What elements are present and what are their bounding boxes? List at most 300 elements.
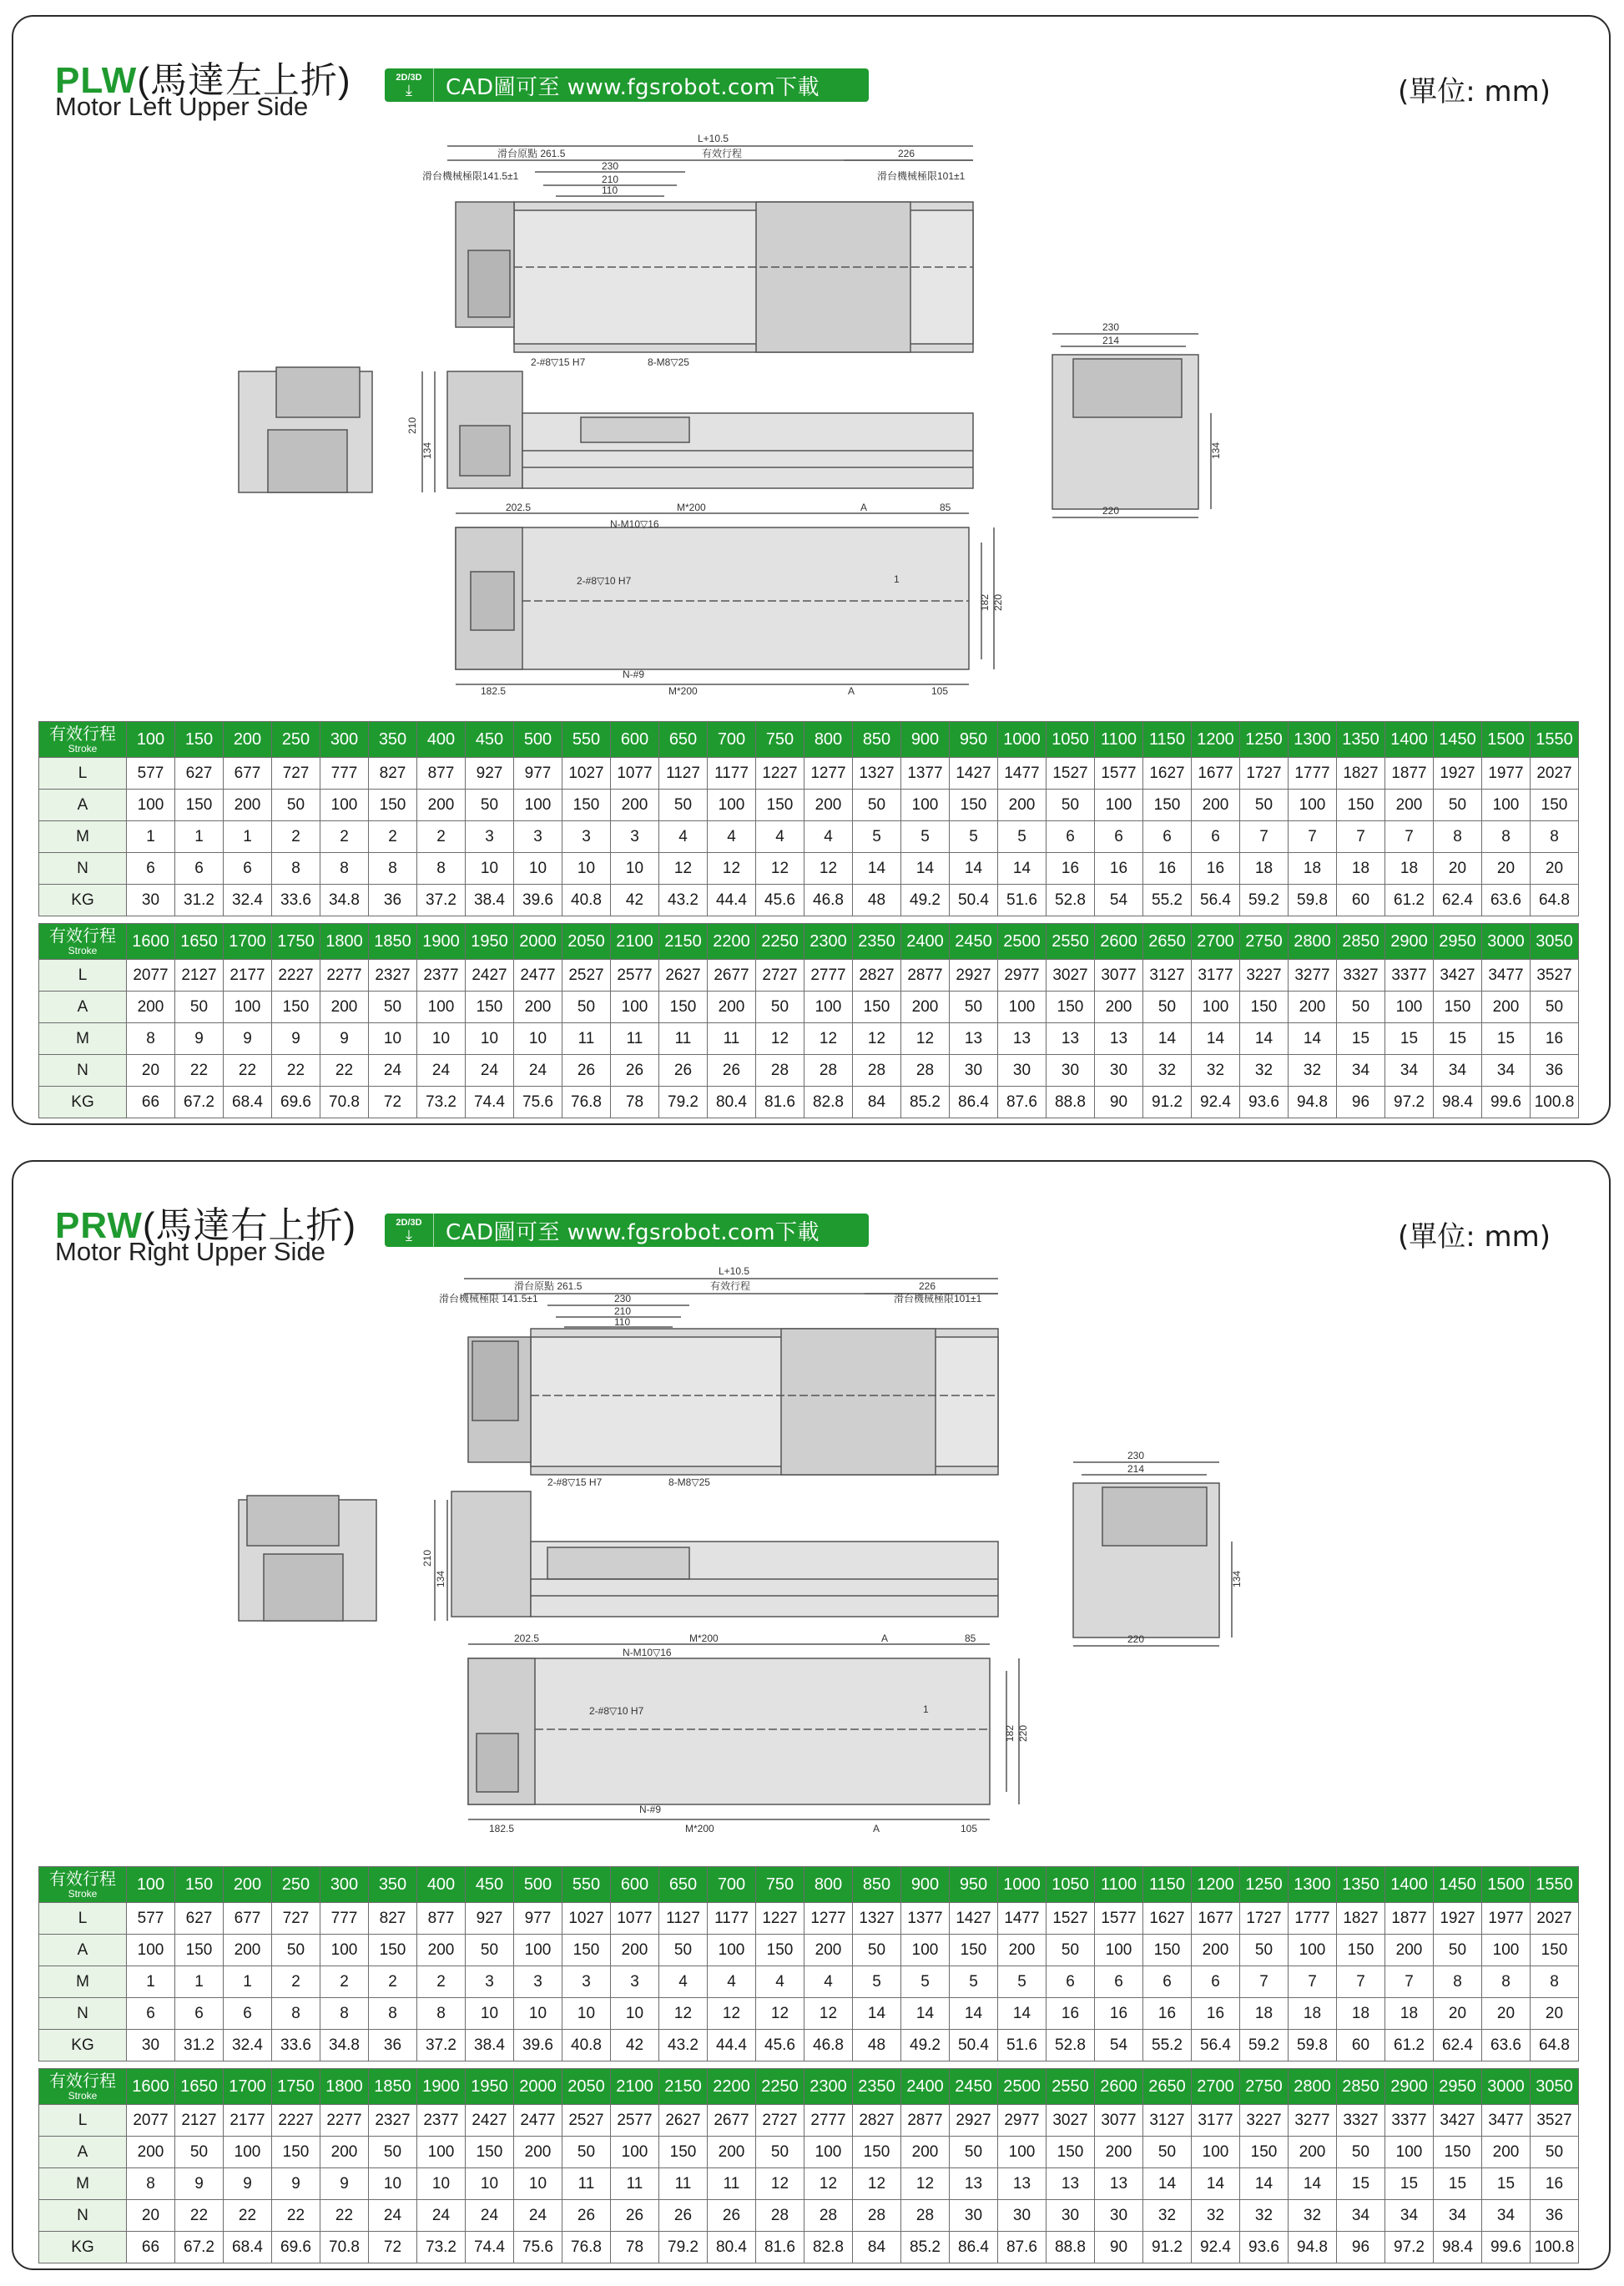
table-cell: 50	[1143, 992, 1192, 1023]
table-cell: 100	[804, 992, 853, 1023]
table-row	[39, 2200, 1579, 2232]
table-cell: 1500	[1482, 1867, 1531, 1903]
table-cell: 30	[127, 2030, 175, 2061]
table-cell: 10	[514, 2168, 562, 2200]
table-cell: 350	[369, 722, 417, 758]
table-cell: 24	[514, 2200, 562, 2232]
table-cell: 2200	[708, 2069, 756, 2105]
table-cell: 97.2	[1385, 2232, 1434, 2263]
row-label-m: M	[39, 821, 127, 853]
dim-b85-label: 85	[965, 1632, 976, 1644]
table-cell: 24	[417, 2200, 466, 2232]
table-row	[39, 2105, 1579, 2137]
table-cell: 32.4	[224, 2030, 272, 2061]
table-cell: 50	[950, 2137, 998, 2168]
table-cell: 14	[1240, 1023, 1289, 1055]
table-cell: 16	[1192, 853, 1240, 885]
table-cell: 200	[1385, 790, 1434, 821]
table-cell: 200	[417, 790, 466, 821]
dim-side-210-label: 210	[406, 416, 418, 434]
dim-bn9-label: N-#9	[623, 669, 645, 680]
table-cell: 91.2	[1143, 1087, 1192, 1118]
table-cell: 12	[853, 1023, 901, 1055]
table-cell: 79.2	[659, 1087, 708, 1118]
table-cell: 43.2	[659, 885, 708, 916]
table-cell: 1677	[1192, 1903, 1240, 1935]
table-cell: 2677	[708, 2105, 756, 2137]
dim-110-label: 110	[602, 184, 618, 196]
table-cell: 15	[1482, 1023, 1531, 1055]
dim-origin-label: 滑台原點 261.5	[514, 1280, 583, 1292]
table-cell: 2	[272, 821, 320, 853]
row-label-kg: KG	[39, 1087, 127, 1118]
table-cell: 14	[853, 853, 901, 885]
table-cell: 2500	[998, 924, 1047, 960]
table-cell: 66	[127, 1087, 175, 1118]
table-cell: 2327	[369, 2105, 417, 2137]
table-cell: 26	[562, 1055, 611, 1087]
table-cell: 20	[1482, 1998, 1531, 2030]
table-cell: 26	[659, 1055, 708, 1087]
table-cell: 150	[1337, 1935, 1385, 1966]
table-cell: 3527	[1531, 960, 1579, 992]
table-cell: 1177	[708, 1903, 756, 1935]
row-label-n: N	[39, 2200, 127, 2232]
table-cell: 1150	[1143, 722, 1192, 758]
table-cell: 15	[1385, 2168, 1434, 2200]
table-cell: 2877	[901, 960, 950, 992]
table-cell: 1350	[1337, 1867, 1385, 1903]
table-cell: 44.4	[708, 885, 756, 916]
table-cell: 750	[756, 722, 804, 758]
table-cell: 1400	[1385, 722, 1434, 758]
table-cell: 500	[514, 722, 562, 758]
table-cell: 200	[417, 1935, 466, 1966]
table-cell: 2127	[175, 960, 224, 992]
table-cell: 150	[272, 992, 320, 1023]
table-cell: 61.2	[1385, 2030, 1434, 2061]
table-cell: 9	[272, 1023, 320, 1055]
table-cell: 650	[659, 1867, 708, 1903]
table-cell: 100	[514, 790, 562, 821]
table-cell: 2827	[853, 960, 901, 992]
table-cell: 1100	[1095, 1867, 1143, 1903]
table-cell: 1	[127, 821, 175, 853]
table-header-row	[39, 2069, 1579, 2105]
table-cell: 13	[1047, 2168, 1095, 2200]
table-cell: 32.4	[224, 885, 272, 916]
table-cell: 200	[320, 2137, 369, 2168]
table-cell: 2927	[950, 2105, 998, 2137]
table-cell: 18	[1385, 853, 1434, 885]
table-cell: 24	[417, 1055, 466, 1087]
table-cell: 72	[369, 2232, 417, 2263]
table-cell: 1077	[611, 758, 659, 790]
table-cell: 2	[417, 821, 466, 853]
table-cell: 99.6	[1482, 2232, 1531, 2263]
table-cell: 13	[1047, 1023, 1095, 1055]
dim-b85-label: 85	[940, 502, 951, 513]
table-cell: 8	[272, 1998, 320, 2030]
table-cell: 50	[853, 1935, 901, 1966]
table-cell: 33.6	[272, 885, 320, 916]
table-cell: 5	[901, 821, 950, 853]
table-cell: 100	[127, 722, 175, 758]
table-cell: 8	[320, 853, 369, 885]
table-cell: 78	[611, 2232, 659, 2263]
table-cell: 150	[853, 992, 901, 1023]
table-cell: 50	[562, 2137, 611, 2168]
table-cell: 72	[369, 1087, 417, 1118]
table-cell: 34	[1482, 1055, 1531, 1087]
dim-bab-label: A	[873, 1823, 880, 1834]
table-cell: 2050	[562, 2069, 611, 2105]
table-cell: 8	[1531, 1966, 1579, 1998]
table-cell: 4	[756, 1966, 804, 1998]
table-cell: 2677	[708, 960, 756, 992]
table-cell: 63.6	[1482, 885, 1531, 916]
table-cell: 400	[417, 1867, 466, 1903]
table-cell: 3477	[1482, 960, 1531, 992]
table-cell: 2077	[127, 2105, 175, 2137]
table-cell: 50.4	[950, 885, 998, 916]
table-cell: 1427	[950, 1903, 998, 1935]
model-name-en: Motor Left Upper Side	[55, 92, 309, 121]
dim-end-230-label: 230	[1102, 321, 1120, 333]
table-cell: 32	[1240, 1055, 1289, 1087]
table-cell: 20	[127, 1055, 175, 1087]
table-cell: 32	[1192, 1055, 1240, 1087]
table-cell: 59.2	[1240, 2030, 1289, 2061]
table-cell: 1550	[1531, 722, 1579, 758]
table-cell: 100	[127, 1867, 175, 1903]
dim-bab-label: A	[848, 685, 855, 697]
table-cell: 550	[562, 1867, 611, 1903]
stroke-row-label: 有效行程 Stroke	[39, 2069, 127, 2105]
table-cell: 3	[514, 1966, 562, 1998]
table-cell: 200	[611, 1935, 659, 1966]
table-cell: 2300	[804, 924, 853, 960]
table-cell: 877	[417, 1903, 466, 1935]
table-cell: 68.4	[224, 1087, 272, 1118]
table-cell: 11	[611, 1023, 659, 1055]
row-label-l: L	[39, 960, 127, 992]
dim-226-label: 226	[898, 148, 915, 159]
table-cell: 31.2	[175, 2030, 224, 2061]
table-cell: 81.6	[756, 1087, 804, 1118]
table-cell: 32	[1143, 2200, 1192, 2232]
table-cell: 3177	[1192, 960, 1240, 992]
model-name-en: Motor Right Upper Side	[55, 1237, 325, 1266]
table-cell: 627	[175, 758, 224, 790]
dim-210-label: 210	[602, 174, 619, 185]
prw-panel	[12, 1160, 1611, 2270]
table-cell: 2950	[1434, 924, 1482, 960]
table-cell: 51.6	[998, 2030, 1047, 2061]
table-cell: 2400	[901, 924, 950, 960]
table-cell: 59.2	[1240, 885, 1289, 916]
table-cell: 2750	[1240, 2069, 1289, 2105]
table-cell: 18	[1289, 853, 1337, 885]
table-cell: 2477	[514, 2105, 562, 2137]
table-cell: 39.6	[514, 885, 562, 916]
table-cell: 28	[804, 2200, 853, 2232]
table-cell: 450	[466, 722, 514, 758]
table-cell: 3227	[1240, 2105, 1289, 2137]
table-cell: 13	[998, 2168, 1047, 2200]
table-cell: 2377	[417, 2105, 466, 2137]
table-cell: 39.6	[514, 2030, 562, 2061]
table-cell: 61.2	[1385, 885, 1434, 916]
table-cell: 977	[514, 1903, 562, 1935]
table-cell: 1300	[1289, 722, 1337, 758]
model-name-cn: (馬達左上折)	[137, 60, 351, 101]
table-cell: 26	[562, 2200, 611, 2232]
table-cell: 32	[1240, 2200, 1289, 2232]
table-cell: 100	[127, 1935, 175, 1966]
model-name-cn: (馬達右上折)	[142, 1205, 357, 1246]
table-cell: 15	[1337, 2168, 1385, 2200]
table-cell: 34.8	[320, 2030, 369, 2061]
table-cell: 200	[1385, 1935, 1434, 1966]
table-cell: 6	[175, 853, 224, 885]
table-cell: 2577	[611, 2105, 659, 2137]
table-cell: 100	[1192, 992, 1240, 1023]
table-cell: 8	[127, 2168, 175, 2200]
table-cell: 12	[901, 2168, 950, 2200]
table-cell: 98.4	[1434, 1087, 1482, 1118]
table-cell: 9	[272, 2168, 320, 2200]
table-cell: 11	[708, 2168, 756, 2200]
table-cell: 2850	[1337, 924, 1385, 960]
table-cell: 1677	[1192, 758, 1240, 790]
table-cell: 2477	[514, 960, 562, 992]
table-cell: 59.8	[1289, 2030, 1337, 2061]
table-cell: 1050	[1047, 722, 1095, 758]
model-code: PRW	[55, 1205, 143, 1246]
table-cell: 3277	[1289, 2105, 1337, 2137]
table-cell: 677	[224, 1903, 272, 1935]
table-cell: 99.6	[1482, 1087, 1531, 1118]
table-cell: 827	[369, 758, 417, 790]
table-cell: 12	[756, 853, 804, 885]
table-cell: 50	[659, 1935, 708, 1966]
table-cell: 1177	[708, 758, 756, 790]
table-cell: 10	[514, 1998, 562, 2030]
table-cell: 67.2	[175, 2232, 224, 2263]
table-cell: 5	[853, 821, 901, 853]
table-cell: 3050	[1531, 924, 1579, 960]
cad-download-text: CAD圖可至 www.fgsrobot.com下載	[446, 1219, 820, 1245]
table-cell: 10	[369, 1023, 417, 1055]
table-cell: 84	[853, 1087, 901, 1118]
dim-l-label: L+10.5	[719, 1265, 750, 1277]
row-label-n: N	[39, 853, 127, 885]
table-cell: 8	[369, 1998, 417, 2030]
table-cell: 1850	[369, 924, 417, 960]
table-cell: 827	[369, 1903, 417, 1935]
dim-end-214-label: 214	[1102, 335, 1120, 346]
table-cell: 1350	[1337, 722, 1385, 758]
table-cell: 150	[175, 1867, 224, 1903]
table-cell: 11	[659, 2168, 708, 2200]
table-cell: 1	[127, 1966, 175, 1998]
table-cell: 13	[1095, 1023, 1143, 1055]
table-cell: 6	[127, 1998, 175, 2030]
table-cell: 1027	[562, 758, 611, 790]
table-cell: 200	[127, 992, 175, 1023]
table-cell: 50	[562, 992, 611, 1023]
table-cell: 700	[708, 1867, 756, 1903]
table-row	[39, 1055, 1579, 1087]
unit-label: (單位: mm)	[1397, 75, 1551, 108]
table-cell: 46.8	[804, 885, 853, 916]
table-cell: 1400	[1385, 1867, 1434, 1903]
table-cell: 150	[659, 2137, 708, 2168]
table-cell: 14	[1289, 1023, 1337, 1055]
table-cell: 87.6	[998, 1087, 1047, 1118]
table-cell: 36	[1531, 2200, 1579, 2232]
dim-b1825-label: 182.5	[481, 685, 507, 697]
table-cell: 1	[175, 1966, 224, 1998]
table-cell: 3027	[1047, 2105, 1095, 2137]
table-cell: 1477	[998, 758, 1047, 790]
hole-thread-label: 8-M8▽25	[648, 356, 689, 368]
table-cell: 6	[224, 1998, 272, 2030]
table-cell: 97.2	[1385, 1087, 1434, 1118]
dim-b1825-label: 182.5	[489, 1823, 515, 1834]
table-cell: 3	[562, 1966, 611, 1998]
table-cell: 2700	[1192, 2069, 1240, 2105]
table-cell: 100	[320, 1935, 369, 1966]
plw-panel	[12, 15, 1611, 1125]
table-cell: 1527	[1047, 1903, 1095, 1935]
table-cell: 1000	[998, 1867, 1047, 1903]
table-cell: 1377	[901, 1903, 950, 1935]
table-cell: 100	[1192, 2137, 1240, 2168]
table-cell: 5	[901, 1966, 950, 1998]
table-cell: 100	[514, 1935, 562, 1966]
table-cell: 3	[466, 821, 514, 853]
table-cell: 2977	[998, 960, 1047, 992]
table-cell: 7	[1385, 821, 1434, 853]
table-cell: 5	[998, 821, 1047, 853]
table-cell: 50	[1531, 2137, 1579, 2168]
table-cell: 92.4	[1192, 2232, 1240, 2263]
table-cell: 43.2	[659, 2030, 708, 2061]
table-cell: 37.2	[417, 2030, 466, 2061]
table-cell: 22	[320, 2200, 369, 2232]
row-label-n: N	[39, 1998, 127, 2030]
table-cell: 650	[659, 722, 708, 758]
table-cell: 2900	[1385, 924, 1434, 960]
model-code: PLW	[55, 60, 138, 101]
table-cell: 75.6	[514, 2232, 562, 2263]
table-cell: 100	[901, 1935, 950, 1966]
table-cell: 2527	[562, 960, 611, 992]
table-cell: 1850	[369, 2069, 417, 2105]
table-cell: 2177	[224, 2105, 272, 2137]
table-cell: 200	[901, 2137, 950, 2168]
table-cell: 4	[659, 1966, 708, 1998]
table-cell: 45.6	[756, 2030, 804, 2061]
table-cell: 3	[562, 821, 611, 853]
row-label-m: M	[39, 1966, 127, 1998]
table-cell: 6	[1143, 1966, 1192, 1998]
table-cell: 96	[1337, 1087, 1385, 1118]
table-cell: 34	[1337, 1055, 1385, 1087]
cad-download-text: CAD圖可至 www.fgsrobot.com下載	[446, 74, 820, 100]
hole-pin-label: 2-#8▽15 H7	[547, 1476, 603, 1488]
table-row	[39, 790, 1579, 821]
dim-b202-label: 202.5	[514, 1632, 540, 1644]
dim-side-210-label: 210	[421, 1549, 433, 1567]
table-cell: 1900	[417, 924, 466, 960]
table-cell: 87.6	[998, 2232, 1047, 2263]
table-cell: 50	[466, 1935, 514, 1966]
table-cell: 9	[320, 1023, 369, 1055]
table-cell: 93.6	[1240, 2232, 1289, 2263]
table-cell: 24	[466, 2200, 514, 2232]
row-label-n: N	[39, 1055, 127, 1087]
dim-end-230-label: 230	[1127, 1450, 1145, 1461]
table-cell: 10	[562, 1998, 611, 2030]
table-cell: 2977	[998, 2105, 1047, 2137]
table-cell: 100	[320, 790, 369, 821]
table-cell: 2650	[1143, 2069, 1192, 2105]
table-cell: 91.2	[1143, 2232, 1192, 2263]
dim-bpin-label: 2-#8▽10 H7	[589, 1705, 644, 1717]
table-row	[39, 1087, 1579, 1118]
dim-stroke-label: 有效行程	[702, 148, 743, 159]
table-cell: 3077	[1095, 2105, 1143, 2137]
table-cell: 15	[1434, 1023, 1482, 1055]
table-cell: 2450	[950, 924, 998, 960]
table-cell: 14	[1240, 2168, 1289, 2200]
table-cell: 37.2	[417, 885, 466, 916]
table-row	[39, 2137, 1579, 2168]
technical-drawing	[13, 1162, 1611, 1855]
table-cell: 16	[1095, 1998, 1143, 2030]
table-cell: 9	[175, 1023, 224, 1055]
table-cell: 2100	[611, 2069, 659, 2105]
table-cell: 100	[1385, 992, 1434, 1023]
table-cell: 14	[1192, 2168, 1240, 2200]
table-cell: 75.6	[514, 1087, 562, 1118]
table-cell: 18	[1240, 1998, 1289, 2030]
table-cell: 18	[1385, 1998, 1434, 2030]
table-cell: 5	[950, 1966, 998, 1998]
table-cell: 38.4	[466, 885, 514, 916]
table-cell: 100	[804, 2137, 853, 2168]
table-cell: 1977	[1482, 1903, 1531, 1935]
table-cell: 150	[369, 790, 417, 821]
table-cell: 1	[175, 821, 224, 853]
table-cell: 50	[756, 992, 804, 1023]
dim-end-220-label: 220	[1102, 505, 1120, 517]
table-cell: 1250	[1240, 1867, 1289, 1903]
table-cell: 18	[1337, 853, 1385, 885]
table-cell: 22	[224, 2200, 272, 2232]
table-cell: 2427	[466, 960, 514, 992]
spec-table-stroke-1600-3050	[38, 2068, 1579, 2263]
table-cell: 48	[853, 2030, 901, 2061]
table-cell: 50	[950, 992, 998, 1023]
table-cell: 50	[1047, 1935, 1095, 1966]
table-cell: 14	[998, 1998, 1047, 2030]
table-cell: 100	[417, 2137, 466, 2168]
table-cell: 8	[127, 1023, 175, 1055]
